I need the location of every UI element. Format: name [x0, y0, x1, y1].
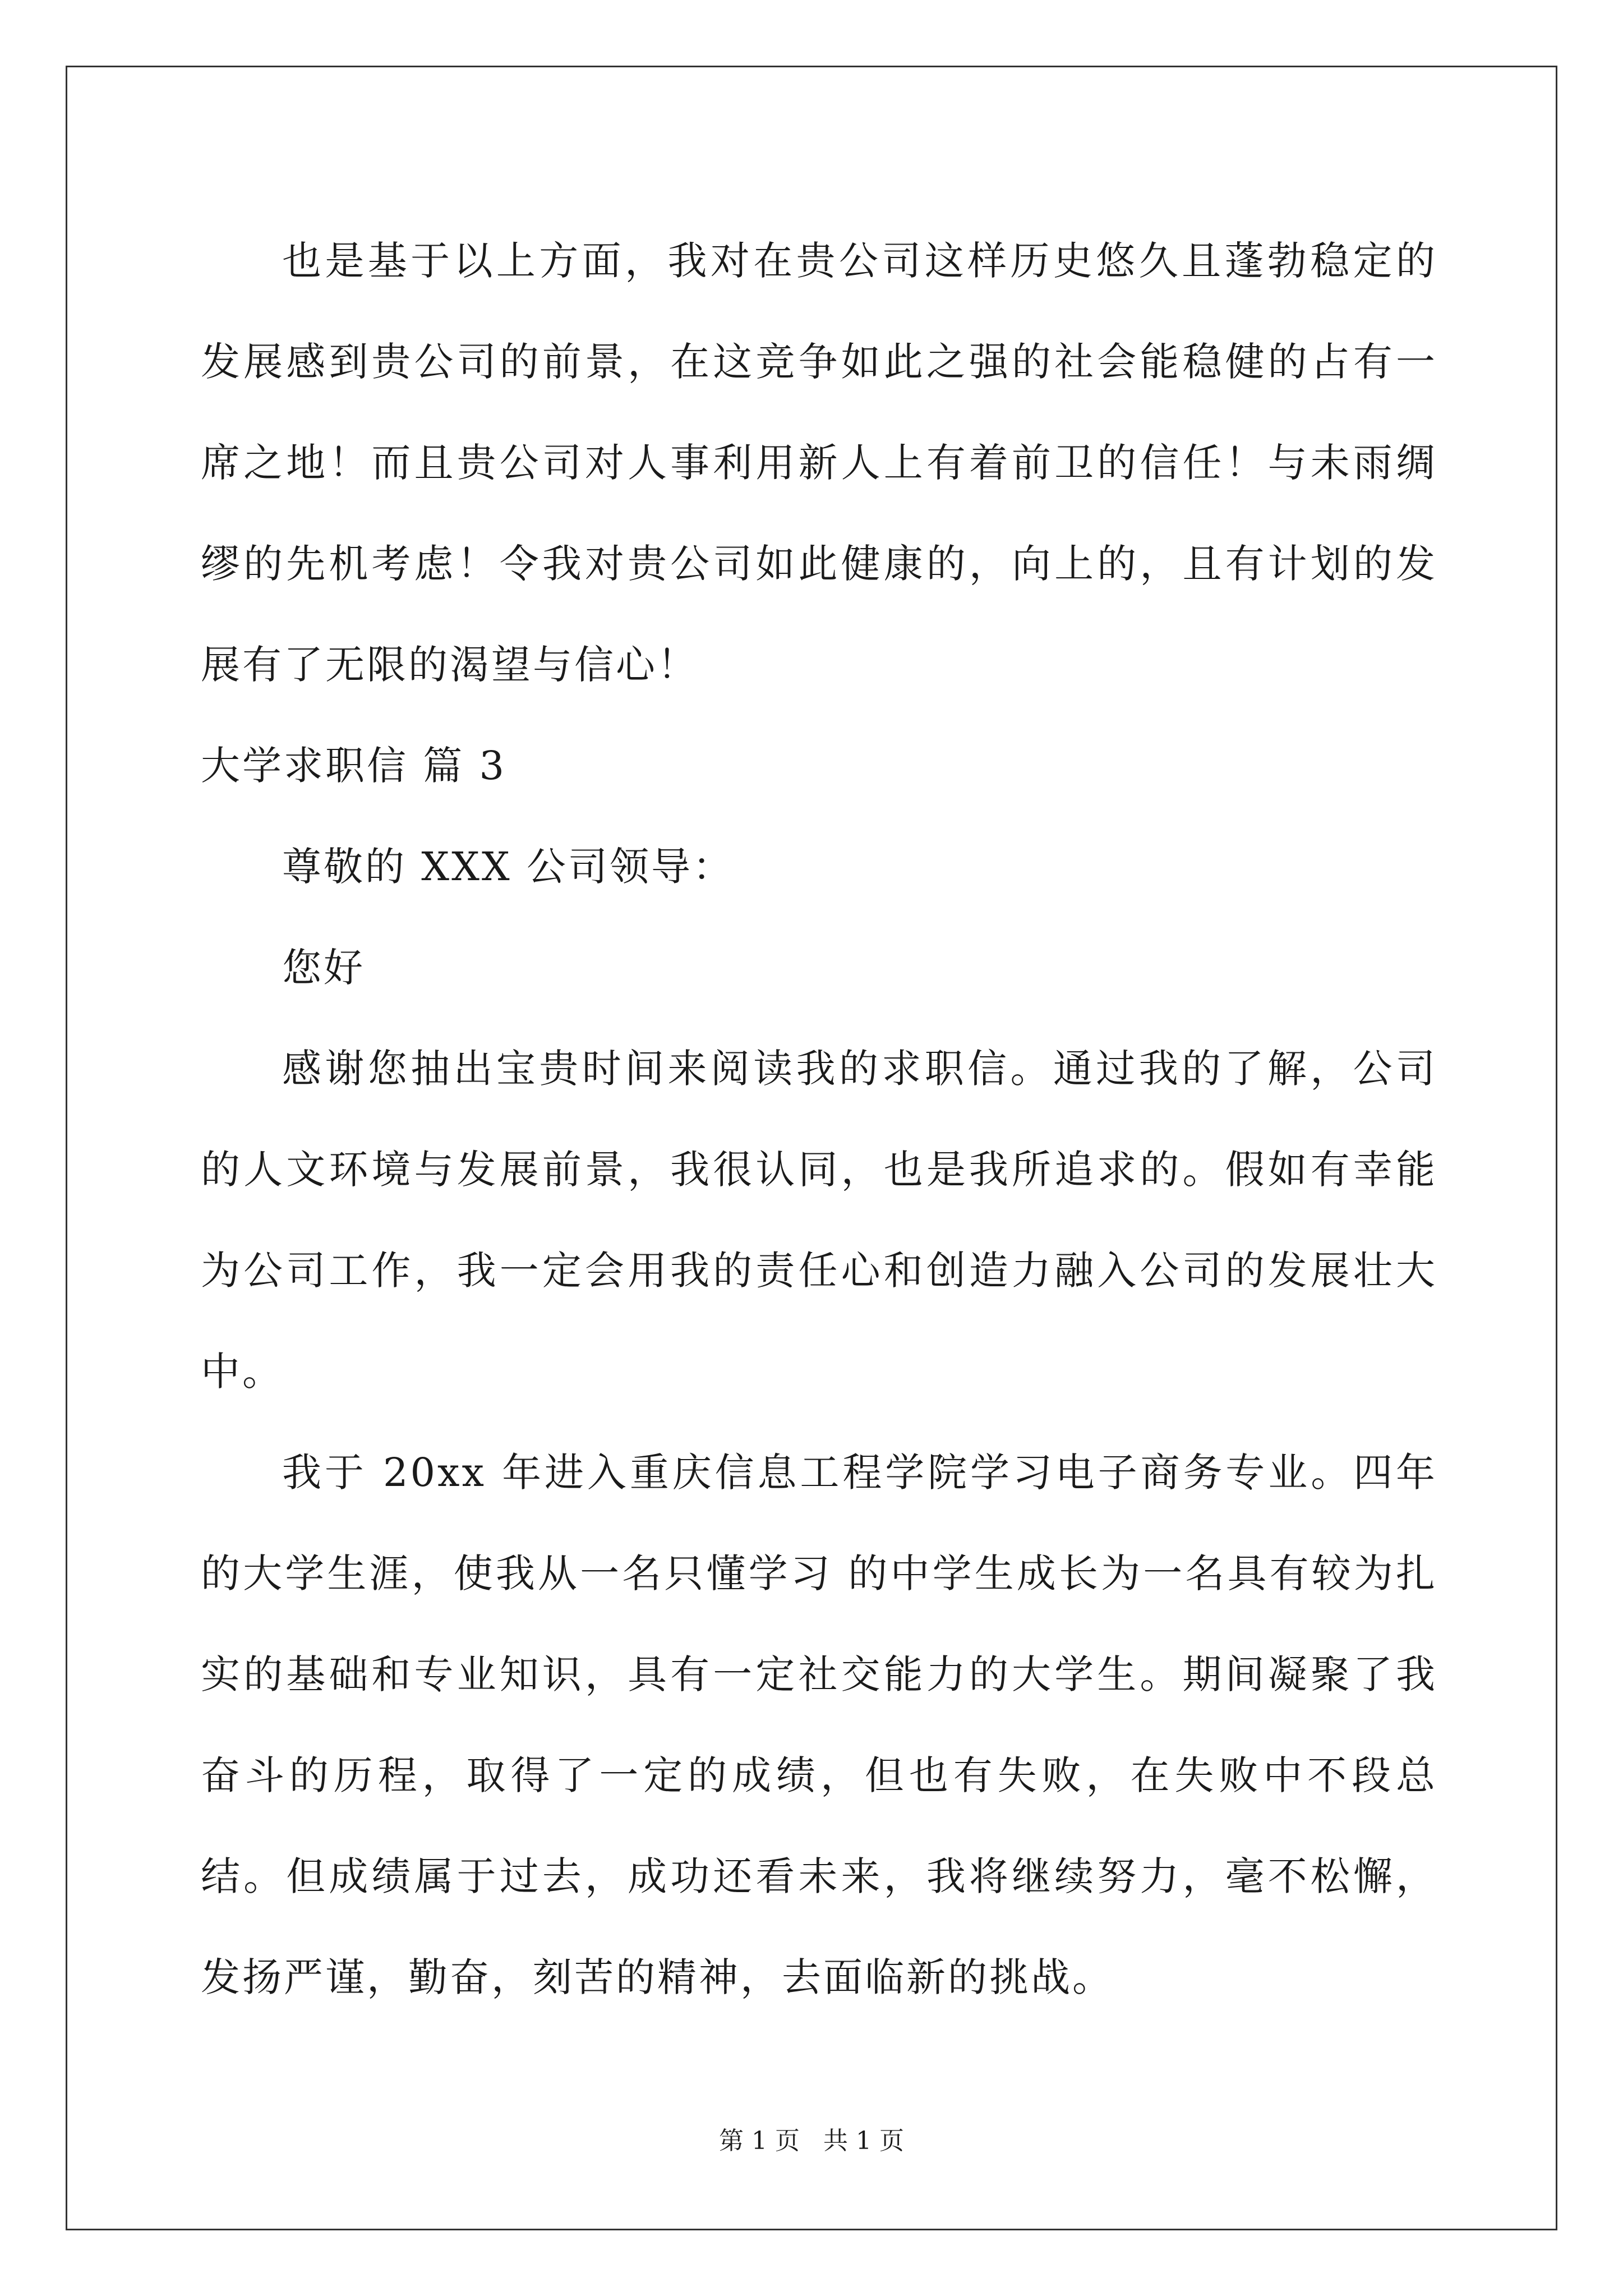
paragraph-thanks: 感谢您抽出宝贵时间来阅读我的求职信。通过我的了解，公司的人文环境与发展前景，我很认同，也是我所追求的。假如有幸能为公司工作，我一定会用我的责任心和创造力融入公司的发展壮大中。 [201, 1046, 1437, 1395]
paragraph-education: 我于 20xx 年进入重庆信息工程学院学习电子商务专业。四年的大学生涯，使我从一名只懂学习 的中学生成长为一名具有较为扎实的基础和专业知识，具有一定社交能力的大学生。期间凝聚了我奋斗的历程，取得了一定的成绩，但也有失败，在失败中不段总 结。但成绩属于过去，成功还看未来，我将继续努力，毫不松懈，发扬严谨，勤奋，刻苦的精神，去面临新的挑战。 [201, 1450, 1437, 2000]
section-heading: 大学求职信 篇 3 [201, 743, 507, 789]
salutation: 尊敬的 XXX 公司领导： [282, 844, 735, 890]
paragraph-company-prospects: 也是基于以上方面，我对在贵公司这样历史悠久且蓬勃稳定的发展感到贵公司的前景，在这竞争如此之强的社会能稳健的占有一席之地！而且贵公司对人事利用新人上有着前卫的信任！与未雨绸缪的先机考虑！令我对贵公司如此健康的，向上的，且有计划的发展有了无限的渴望与信心！ [201, 238, 1437, 688]
greeting: 您好 [282, 945, 365, 991]
page-number-total: 共 1 页 [823, 2127, 904, 2155]
page-number-current: 第 1 页 [719, 2127, 800, 2155]
page-footer [0, 2120, 1623, 2156]
document-body [201, 210, 1437, 2028]
